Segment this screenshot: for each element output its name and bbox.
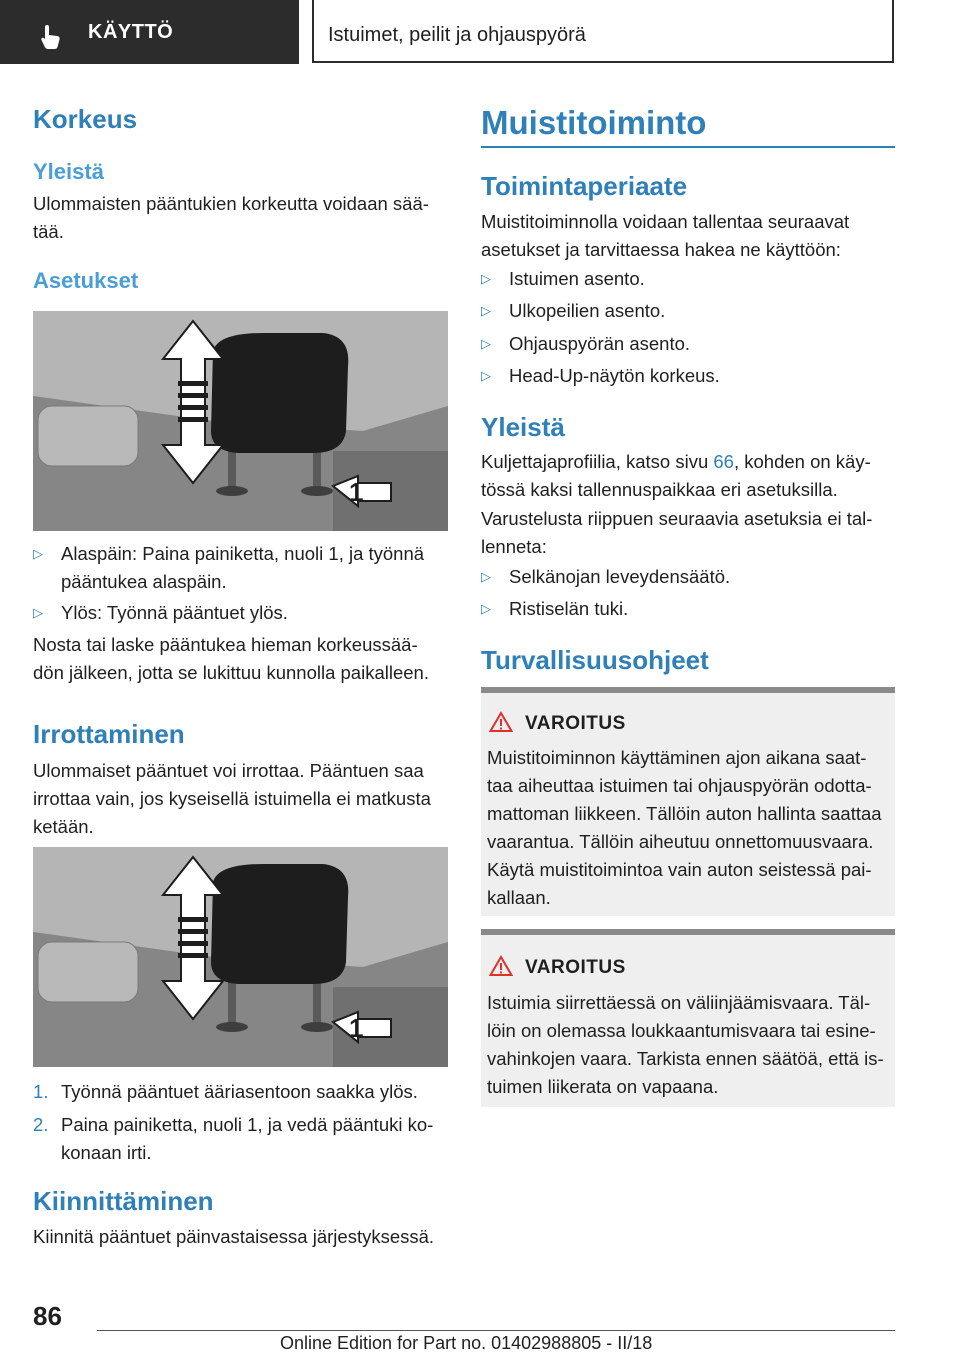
heading-yleista-right: Yleistä [481, 412, 565, 442]
chapter-tab-label: KÄYTTÖ [88, 21, 174, 43]
paragraph-toimintaperiaate: Muistitoiminnolla voidaan tallentaa seuraavat asetukset ja tarvittaessa hakea ne käyttöön: [481, 211, 850, 260]
paragraph-kiinnittaminen: Kiinnitä pääntuet päinvastaisessa järjestyksessä. [33, 1226, 435, 1247]
headrest-remove-image [33, 847, 448, 1067]
list-item: ▷ Istuimen asento. [481, 265, 895, 293]
warning-title: VAROITUS [525, 957, 626, 978]
paragraph-yleista-right-2: Varustelusta riippuen seuraavia asetuksia ei tal- lenneta: [481, 508, 873, 557]
paragraph-nosta: Nosta tai laske pääntukea hieman korkeussää- dön jälkeen, jotta se lukittuu kunnolla paikalleen. [33, 634, 429, 683]
image-arrow-label: 1 [349, 477, 364, 507]
footer-divider [97, 1330, 895, 1331]
headrest-adjust-image [33, 311, 448, 531]
bullet-triangle-icon: ▷ [481, 601, 491, 616]
step-item: 1. Työnnä pääntuet ääriasentoon saakka ylös. [33, 1078, 448, 1106]
step-number: 2. [33, 1114, 49, 1135]
bullet-triangle-icon: ▷ [481, 368, 491, 383]
bullet-triangle-icon: ▷ [33, 605, 43, 620]
step-number: 1. [33, 1081, 49, 1102]
bullet-triangle-icon: ▷ [33, 546, 43, 561]
paragraph-yleista-right-1: Kuljettajaprofiilia, katso sivu 66, kohden on käy- tössä kaksi tallennuspaikkaa eri asetuksilla. [481, 451, 871, 500]
heading-kiinnittaminen: Kiinnittäminen [33, 1186, 214, 1216]
warning-text: Istuimia siirrettäessä on väliinjäämisvaara. Täl- löin on olemassa loukkaantumisvaara tai esine- vahinkojen vaara. Tarkista ennen säätöä, että is- tuimen liikerata on vapaana. [487, 992, 884, 1097]
bullet-triangle-icon: ▷ [481, 303, 491, 318]
chapter-tab[interactable] [0, 0, 299, 64]
bullet-triangle-icon: ▷ [481, 569, 491, 584]
warning-bar [481, 687, 895, 693]
list-item: ▷ Ohjauspyörän asento. [481, 330, 895, 358]
heading-underline [481, 146, 895, 148]
warning-triangle-icon [489, 711, 513, 733]
list-item: ▷ Ylös: Työnnä pääntuet ylös. [33, 599, 448, 627]
heading-yleista-left: Yleistä [33, 159, 104, 184]
hand-pointer-icon [40, 24, 62, 50]
step-item: 2. Paina painiketta, nuoli 1, ja vedä pääntuki ko- konaan irti. [33, 1111, 448, 1167]
paragraph-irrottaminen: Ulommaiset pääntuet voi irrottaa. Pääntuen saa irrottaa vain, jos kyseisellä istuimella ei matkusta ketään. [33, 760, 431, 837]
warning-text: Muistitoiminnon käyttäminen ajon aikana saat- taa aiheuttaa istuimen tai ohjauspyörän odotta- mattoman liikkeen. Tällöin auton hallinta saattaa vaarantua. Tällöin aiheutuu onnettomuusvaara. Käytä muistitoimintoa vain auton seistessä pai- kallaan. [487, 747, 882, 908]
image-arrow-label: 1 [349, 1013, 364, 1043]
list-item: ▷ Ristiselän tuki. [481, 595, 895, 623]
page-number: 86 [33, 1301, 62, 1331]
warning-box [481, 687, 895, 916]
bullet-triangle-icon: ▷ [481, 336, 491, 351]
warning-triangle-icon [489, 955, 513, 977]
edition-text: Online Edition for Part no. 01402988805 - II/18 [280, 1333, 653, 1353]
bullet-triangle-icon: ▷ [481, 271, 491, 286]
section-title: Istuimet, peilit ja ohjauspyörä [328, 24, 586, 46]
warning-bar [481, 929, 895, 935]
paragraph-yleista-left: Ulommaisten pääntukien korkeutta voidaan sää- tää. [33, 193, 429, 242]
warning-title: VAROITUS [525, 713, 626, 734]
heading-asetukset: Asetukset [33, 268, 139, 293]
heading-korkeus: Korkeus [33, 104, 138, 134]
page-link[interactable]: 66 [713, 451, 734, 472]
list-item: ▷ Head-Up-näytön korkeus. [481, 362, 895, 390]
list-item: ▷ Alaspäin: Paina painiketta, nuoli 1, ja työnnä pääntukea alaspäin. [33, 540, 448, 596]
list-item: ▷ Ulkopeilien asento. [481, 297, 895, 325]
heading-turvallisuusohjeet: Turvallisuusohjeet [481, 645, 709, 675]
heading-muistitoiminto: Muistitoiminto [481, 104, 707, 141]
warning-box [481, 929, 895, 1107]
heading-toimintaperiaate: Toimintaperiaate [481, 171, 688, 201]
section-title-box [312, 0, 894, 63]
heading-irrottaminen: Irrottaminen [33, 719, 185, 749]
list-item: ▷ Selkänojan leveydensäätö. [481, 563, 895, 591]
